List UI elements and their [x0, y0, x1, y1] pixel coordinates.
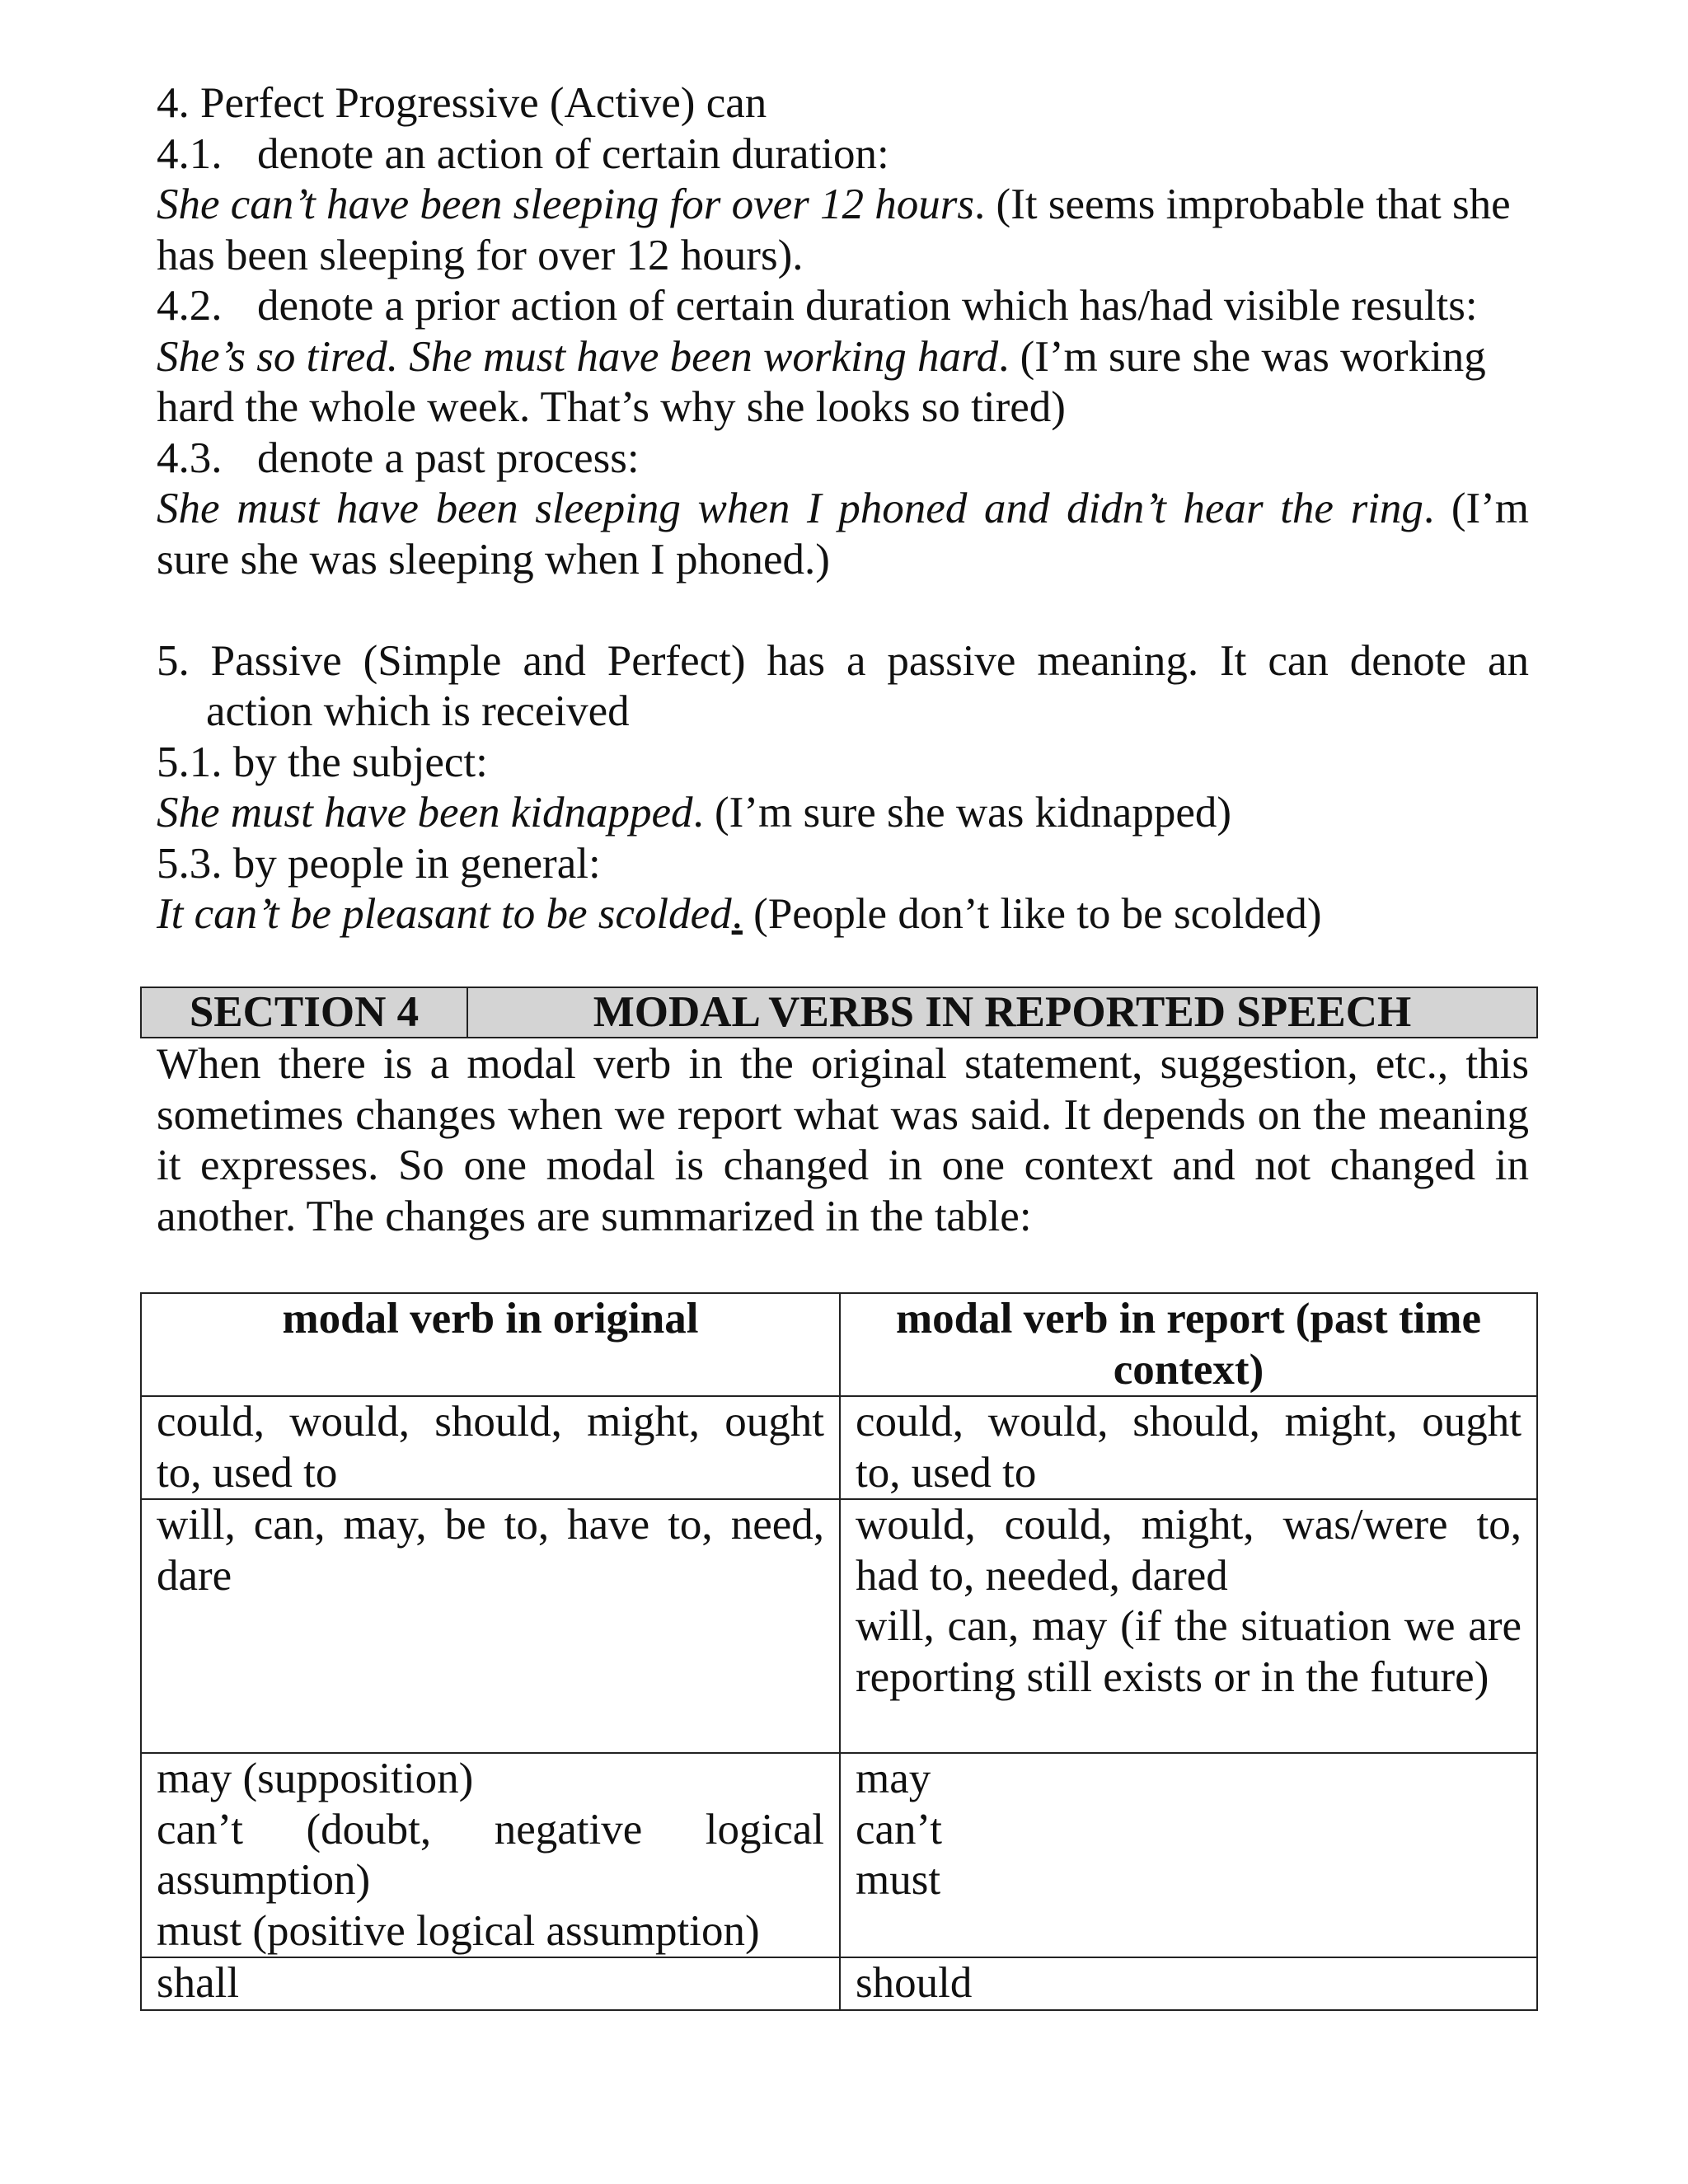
intro-line: sometimes changes when we report what was said. It depends on the meaning [157, 1090, 1529, 1139]
header-report-line1: modal verb in report (past time [895, 1295, 1481, 1343]
item5-3-example-line [157, 889, 1529, 940]
cell-line: could, would, should, might, ought [157, 1398, 824, 1446]
cell-line: could, would, should, might, ought [856, 1398, 1522, 1446]
cell-line: to, used to [856, 1448, 1037, 1497]
item5-1-example-line [157, 788, 1529, 839]
cell-line: must [856, 1856, 941, 1904]
item5-3-example: It can’t be pleasant to be scolded [157, 890, 732, 938]
original-cell [141, 1753, 840, 1957]
item4-3-example-line1 [157, 484, 1529, 535]
original-cell [141, 1957, 840, 2010]
table-header-row [141, 1293, 1537, 1396]
item4-2-example-line1 [157, 332, 1529, 383]
item4-3-example: She must have been sleeping when I phoned and didn’t hear the ring [157, 485, 1423, 532]
report-cell [840, 1753, 1537, 1957]
section-title: MODAL VERBS IN REPORTED SPEECH [593, 988, 1412, 1036]
cell-line: may [856, 1755, 931, 1802]
section4-intro [157, 1039, 1529, 1242]
item4-3-example-line2: sure she was sleeping when I phoned.) [157, 535, 830, 583]
report-cell [840, 1499, 1537, 1753]
item5-1-example: She must have been kidnapped [157, 789, 693, 837]
cell-line: reporting still exists or in the future) [856, 1652, 1489, 1701]
cell-line: can’t [856, 1805, 942, 1854]
cell-line: assumption) [157, 1856, 371, 1904]
item5-heading-line2: action which is received [206, 687, 630, 735]
original-cell [141, 1499, 840, 1753]
section-header [140, 987, 1538, 1038]
cell-line: can’t (doubt, negative logical [157, 1805, 824, 1854]
section-label: SECTION 4 [142, 988, 468, 1037]
cell-line: had to, needed, dared [856, 1551, 1228, 1600]
cell-line: must (positive logical assumption) [157, 1906, 760, 1955]
cell-line: will, can, may, be to, have to, need, [157, 1501, 824, 1549]
item4-1-line [157, 129, 1529, 180]
table-row [141, 1753, 1537, 1957]
report-cell [840, 1396, 1537, 1499]
cell-line: dare [157, 1551, 232, 1600]
spacer [157, 585, 1529, 636]
item4-heading: 4. Perfect Progressive (Active) can [157, 79, 767, 127]
cell-line: to, used to [157, 1448, 338, 1497]
item4-1-num: 4.1. [157, 129, 223, 178]
report-cell [840, 1957, 1537, 2010]
item5-1-line: 5.1. by the subject: [157, 738, 488, 786]
item5-3-line: 5.3. by people in general: [157, 839, 601, 888]
item4-2-line [157, 281, 1529, 332]
cell-line: should [856, 1959, 973, 2007]
item4-1-example: She can’t have been sleeping for over 12 hours [157, 180, 975, 228]
modal-forms-text [157, 78, 1529, 940]
header-original [141, 1293, 840, 1396]
header-original-text: modal verb in original [282, 1295, 699, 1343]
item4-3-num: 4.3. [157, 434, 223, 482]
item4-3-text: denote a past process: [257, 434, 640, 482]
item4-3-explanation: . (I’m [1423, 485, 1529, 532]
item4-1-text: denote an action of certain duration: [257, 129, 889, 178]
item4-2-text: denote a prior action of certain duration which has/had visible results: [257, 282, 1478, 330]
item4-1-example-line2: has been sleeping for over 12 hours). [157, 231, 804, 279]
cell-line: shall [157, 1959, 240, 2007]
cell-line: may (supposition) [157, 1755, 474, 1802]
item5-heading-line1: 5. Passive (Simple and Perfect) has a passive meaning. It can denote an [157, 636, 1529, 685]
intro-line: it expresses. So one modal is changed in one context and not changed in [157, 1141, 1529, 1189]
item4-2-example-line2: hard the whole week. That’s why she looks so tired) [157, 383, 1066, 431]
item4-3-line [157, 434, 1529, 485]
modal-verbs-table [140, 1292, 1538, 2011]
table-row [141, 1499, 1537, 1753]
intro-line: When there is a modal verb in the original statement, suggestion, etc., this [157, 1040, 1529, 1088]
table-row [141, 1957, 1537, 2010]
header-report-line2: context) [1113, 1345, 1264, 1394]
item4-2-explanation: . (I’m sure she was working [998, 332, 1486, 381]
intro-line: another. The changes are summarized in the table: [157, 1192, 1032, 1240]
item4-2-num: 4.2. [157, 282, 223, 330]
cell-line: will, can, may (if the situation we are [856, 1602, 1522, 1650]
item5-3-explanation: (People don’t like to be scolded) [742, 890, 1322, 938]
item5-1-explanation: . (I’m sure she was kidnapped) [692, 789, 1231, 837]
item4-1-explanation: . (It seems improbable that she [974, 180, 1511, 228]
header-report [840, 1293, 1537, 1396]
item4-1-example-line1 [157, 180, 1529, 231]
cell-line: would, could, might, was/were to, [856, 1501, 1522, 1549]
item5-3-example-period: . [731, 890, 743, 938]
table-row [141, 1396, 1537, 1499]
original-cell [141, 1396, 840, 1499]
item4-2-example: She’s so tired. She must have been working hard [157, 332, 999, 381]
